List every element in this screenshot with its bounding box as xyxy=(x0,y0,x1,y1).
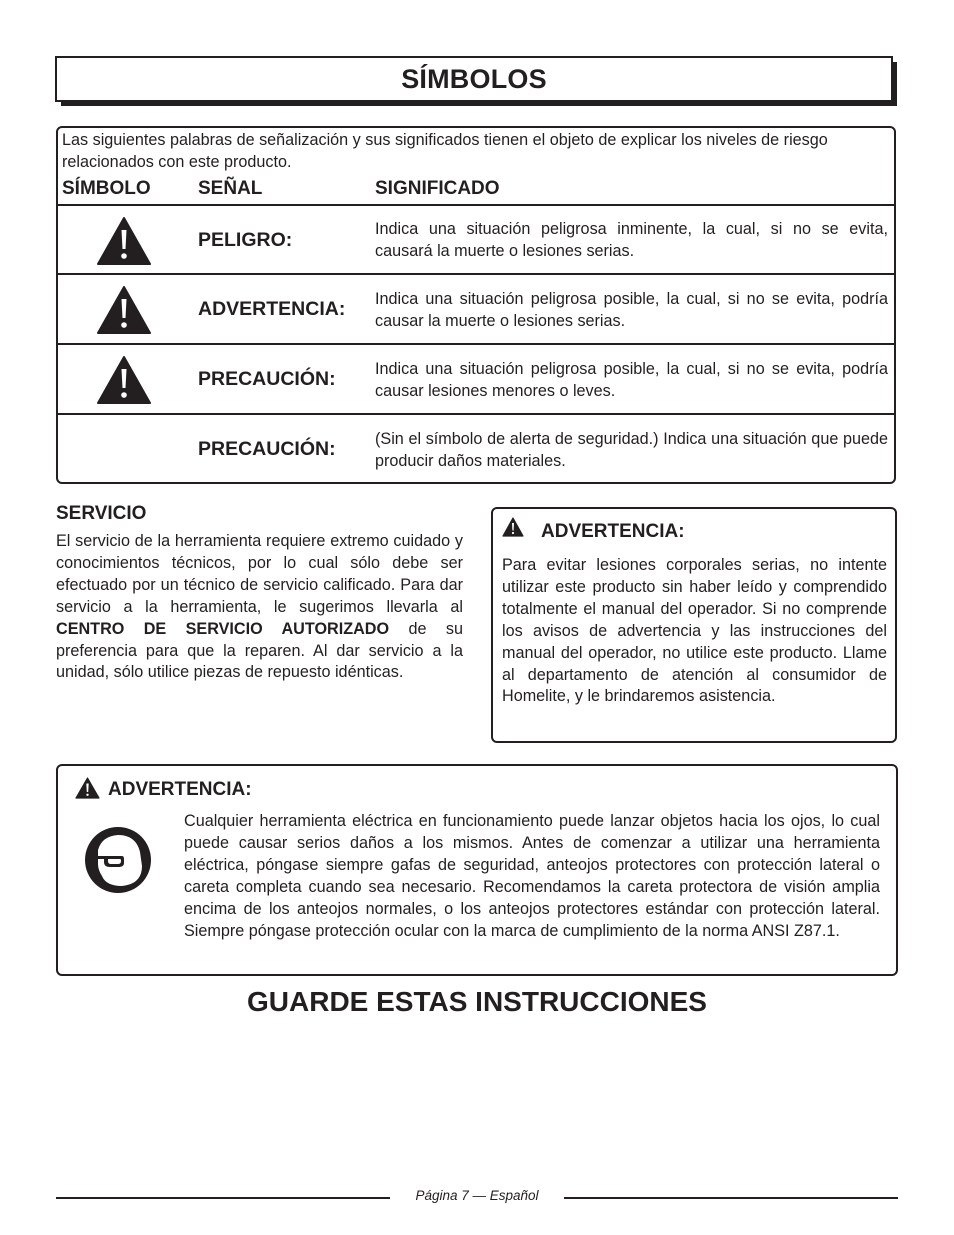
signal-label: PELIGRO: xyxy=(198,229,293,251)
warning-triangle-icon xyxy=(502,517,524,537)
signal-label: PRECAUCIÓN: xyxy=(198,368,336,390)
page-footer: Página 7 — Español xyxy=(415,1188,539,1203)
column-header-symbol: SÍMBOLO xyxy=(62,178,151,199)
warning-heading: ADVERTENCIA: xyxy=(108,779,252,800)
column-header-meaning: SIGNIFICADO xyxy=(375,178,500,199)
warning-triangle-icon xyxy=(96,285,152,335)
signal-meaning: Indica una situación peligrosa posible, la cual, si no se evita, podría causar la muerte o lesiones serias. xyxy=(375,290,888,330)
warning-triangle-icon xyxy=(96,216,152,266)
warning-text: Cualquier herramienta eléctrica en funcionamiento puede lanzar objetos hacia los ojos, lo cual puede causar serios daños a los mismos. Antes de comenzar a utilizar una herramienta eléctrica, póngase siempre gafas de seguridad, anteojos protectores con protección lateral o careta completa cuando sea necesario. Recomendamos la careta protectora de visión amplia encima de los anteojos normales, o los anteojos protectores estándar con protección lateral. Siempre póngase protección ocular con la marca de cumplimiento de la norma ANSI Z87.1. xyxy=(184,812,880,940)
warning-triangle-icon xyxy=(96,355,152,405)
service-center-emphasis: CENTRO DE SERVICIO AUTORIZADO xyxy=(56,619,390,638)
signal-meaning: Indica una situación peligrosa posible, la cual, si no se evita, podría causar lesiones menores o leves. xyxy=(375,360,888,400)
warning-triangle-icon xyxy=(75,777,100,799)
save-instructions-heading: GUARDE ESTAS INSTRUCCIONES xyxy=(247,986,707,1017)
service-heading: SERVICIO xyxy=(56,503,147,524)
footer-rule xyxy=(564,1197,898,1199)
table-divider xyxy=(58,413,894,415)
table-divider xyxy=(58,273,894,275)
safety-goggles-icon xyxy=(84,826,152,894)
service-text xyxy=(56,531,463,684)
warning-heading: ADVERTENCIA: xyxy=(541,521,685,542)
table-divider xyxy=(58,343,894,345)
warning-text: Para evitar lesiones corporales serias, no intente utilizar este producto sin haber leído y comprendido totalmente el manual del operador. Si no comprende los avisos de advertencia y las instrucciones del manual del operador, no utilice este producto. Llame al departamento de atención al consumidor de Homelite, y le brindaremos asistencia. xyxy=(502,556,887,706)
signal-meaning: (Sin el símbolo de alerta de seguridad.) Indica una situación que puede producir daños materiales. xyxy=(375,430,888,470)
signal-label: ADVERTENCIA: xyxy=(198,298,346,320)
signal-label: PRECAUCIÓN: xyxy=(198,438,336,460)
footer-rule xyxy=(56,1197,390,1199)
table-divider xyxy=(58,204,894,206)
column-header-signal: SEÑAL xyxy=(198,178,263,199)
page-title: SÍMBOLOS xyxy=(401,63,547,94)
signal-meaning: Indica una situación peligrosa inminente, la cual, si no se evita, causará la muerte o lesiones serias. xyxy=(375,220,888,260)
service-text-part: El servicio de la herramienta requiere extremo cuidado y conocimientos técnicos, por lo cual sólo debe ser efectuado por un técnico de servicio calificado. Para dar servicio a la herramienta, le sugerimos llevarla al xyxy=(56,532,463,616)
symbols-intro: Las siguientes palabras de señalización y sus significados tienen el objeto de explicar los niveles de riesgo relacionados con este producto. xyxy=(62,131,828,171)
service-text-part: de su preferencia para que la reparen. Al dar servicio a la unidad, sólo utilice piezas de repuesto idénticas. xyxy=(56,619,463,682)
title-banner xyxy=(55,56,893,102)
